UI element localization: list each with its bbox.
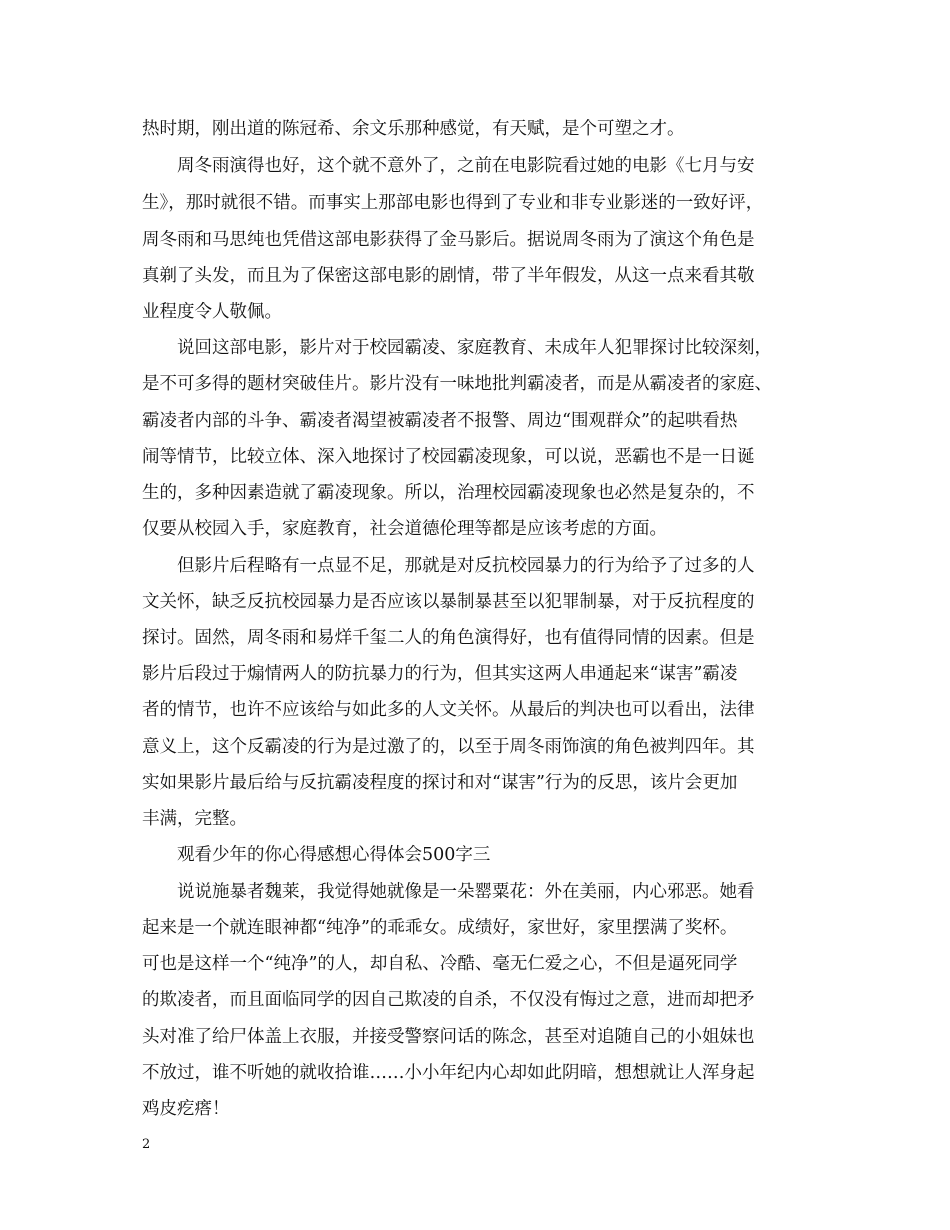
text-line: 业程度令人敬佩。	[142, 302, 282, 322]
text-line: 文关怀，缺乏反抗校园暴力是否应该以暴制暴甚至以犯罪制暴，对于反抗程度的	[142, 592, 755, 612]
paragraph-start-line: 说说施暴者魏莱，我觉得她就像是一朵罂粟花：外在美丽，内心邪恶。她看	[177, 882, 755, 902]
paragraph-start-line: 说回这部电影，影片对于校园霸凌、家庭教育、未成年人犯罪探讨比较深刻，	[177, 338, 772, 358]
paragraph-start-line: 周冬雨演得也好，这个就不意外了，之前在电影院看过她的电影《七月与安	[177, 156, 755, 176]
text-line: 生的，多种因素造就了霸凌现象。所以，治理校园霸凌现象也必然是复杂的，不	[142, 483, 755, 503]
text-line: 可也是这样一个“纯净”的人，却自私、冷酷、毫无仁爱之心，不但是逼死同学	[142, 954, 738, 974]
text-line: 头对准了给尸体盖上衣服，并接受警察问话的陈念，甚至对追随自己的小姐妹也	[142, 1027, 755, 1047]
text-line: 周冬雨和马思纯也凭借这部电影获得了金马影后。据说周冬雨为了演这个角色是	[142, 230, 755, 250]
text-line: 起来是一个就连眼神都“纯净”的乖乖女。成绩好，家世好，家里摆满了奖杯。	[142, 918, 738, 938]
text-line: 热时期，刚出道的陈冠希、余文乐那种感觉，有天赋，是个可塑之才。	[142, 119, 685, 139]
text-line: 鸡皮疙瘩！	[142, 1099, 230, 1119]
text-line: 是不可多得的题材突破佳片。影片没有一味地批判霸凌者，而是从霸凌者的家庭、	[142, 374, 772, 394]
section-heading: 观看少年的你心得感想心得体会500字三	[177, 845, 491, 865]
text-line: 者的情节，也许不应该给与如此多的人文关怀。从最后的判决也可以看出，法律	[142, 700, 755, 720]
page-number: 2	[142, 1137, 151, 1152]
text-line: 意义上，这个反霸凌的行为是过激了的，以至于周冬雨饰演的角色被判四年。其	[142, 737, 755, 757]
text-line: 丰满，完整。	[142, 809, 247, 829]
text-line: 闹等情节，比较立体、深入地探讨了校园霸凌现象，可以说，恶霸也不是一日诞	[142, 447, 755, 467]
text-line: 霸凌者内部的斗争、霸凌者渴望被霸凌者不报警、周边“围观群众”的起哄看热	[142, 411, 738, 431]
text-line: 影片后段过于煽情两人的防抗暴力的行为，但其实这两人串通起来“谋害”霸凌	[142, 664, 738, 684]
text-line: 生》，那时就很不错。而事实上那部电影也得到了专业和非专业影迷的一致好评，	[142, 193, 764, 213]
text-line: 的欺凌者，而且面临同学的因自己欺凌的自杀，不仅没有悔过之意，进而却把矛	[142, 990, 755, 1010]
paragraph-start-line: 但影片后程略有一点显不足，那就是对反抗校园暴力的行为给予了过多的人	[177, 556, 755, 576]
text-line: 不放过，谁不听她的就收拾谁……小小年纪内心却如此阴暗，想想就让人浑身起	[142, 1063, 755, 1083]
text-line: 实如果影片最后给与反抗霸凌程度的探讨和对“谋害”行为的反思，该片会更加	[142, 773, 738, 793]
text-line: 真剃了头发，而且为了保密这部电影的剧情，带了半年假发，从这一点来看其敬	[142, 266, 755, 286]
text-line: 探讨。固然，周冬雨和易烊千玺二人的角色演得好，也有值得同情的因素。但是	[142, 628, 755, 648]
text-line: 仅要从校园入手，家庭教育，社会道德伦理等都是应该考虑的方面。	[142, 519, 667, 539]
